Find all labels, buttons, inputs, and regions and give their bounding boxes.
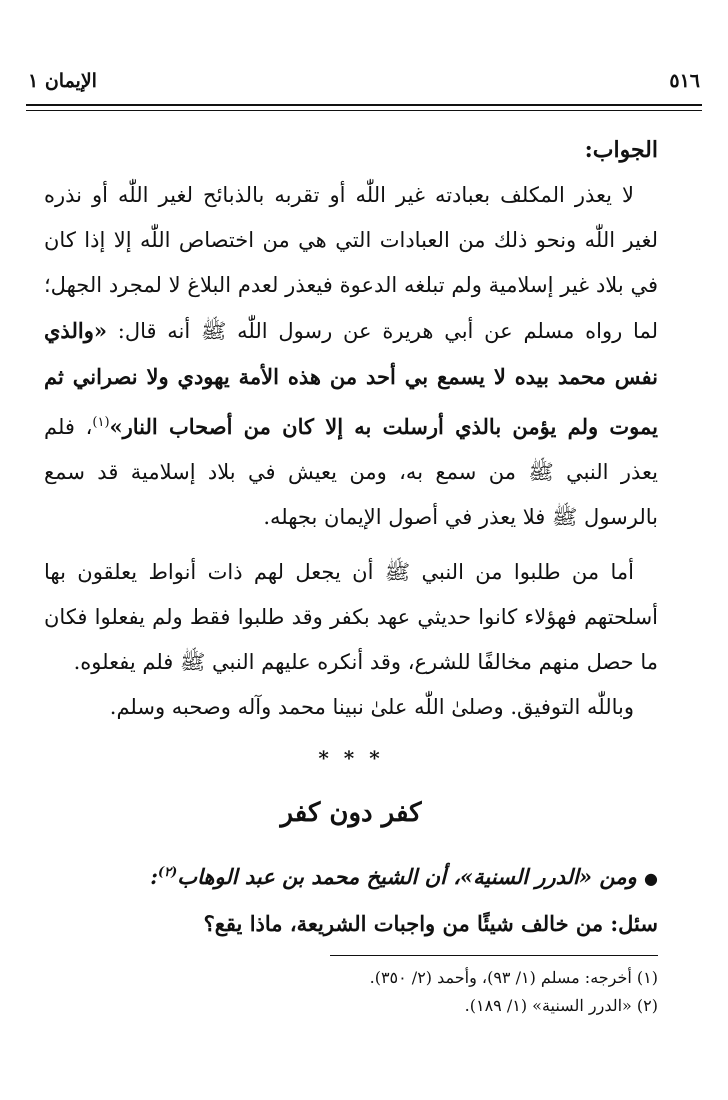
closing-line: وباللّٰه التوفيق. وصلىٰ اللّٰه علىٰ نبينا محمد وآله وصحبه وسلم. — [109, 695, 634, 719]
hadith-quote: «والذي نفس محمد بيده لا يسمع بي أحد من هذه الأمة يهودي ولا نصراني ثم يموت ولم يؤمن بالذي أرسلت به إلا كان من أصحاب النار» — [44, 318, 658, 439]
spacer — [44, 540, 658, 550]
section-separator: * * * — [318, 746, 384, 770]
bullet-icon: ● — [644, 869, 658, 888]
page-body — [44, 124, 658, 946]
paragraph-1-text: لا يعذر المكلف بعبادته غير اللّٰه أو تقربه بالذبائح لغير اللّٰه أو نذره لغير اللّٰه ونحو ذلك من العبادات التي هي من اختصاص اللّٰه إلا إذا كان في بلاد غير إسلامية ولم تبلغه الدعوة فيعذر لعدم البلاغ لا لمجرد الجهل؛ لما رواه مسلم عن أبي هريرة عن رسول اللّٰه ﷺ أنه قال: — [44, 183, 658, 343]
running-title: الإيمان ١ — [28, 70, 97, 92]
section-title: كفر دون كفر — [280, 798, 422, 828]
footnote-2: (٢) «الدرر السنية» (١/ ١٨٩). — [464, 996, 658, 1015]
question-line: سئل: من خالف شيئًا من واجبات الشريعة، ماذا يقع؟ — [203, 911, 658, 936]
header-rule-thin — [26, 110, 702, 111]
footnote-ref-1[interactable]: (١) — [92, 415, 110, 430]
footnote-ref-2[interactable]: (٢) — [157, 865, 178, 880]
page-number: ٥١٦ — [669, 70, 700, 92]
page-header — [28, 64, 700, 98]
paragraph-1-continuation: ، فلم يعذر النبي ﷺ من سمع به، ومن يعيش في بلاد إسلامية قد سمع بالرسول ﷺ فلا يعذر في أصول الإيمان بجهله. — [44, 415, 658, 529]
answer-heading: الجواب: — [584, 137, 658, 163]
footnotes — [44, 964, 658, 1020]
footnote-1: (١) أخرجه: مسلم (١/ ٩٣)، وأحمد (٢/ ٣٥٠). — [369, 968, 658, 987]
source-line — [44, 850, 658, 901]
paragraph-1 — [44, 173, 658, 540]
source-colon: : — [150, 864, 158, 889]
header-rule-thick — [26, 104, 702, 106]
paragraph-2: أما من طلبوا من النبي ﷺ أن يجعل لهم ذات أنواط يعلقون بها أسلحتهم فهؤلاء كانوا حديثي عهد بكفر وقد طلبوا فقط ولم يفعلوا فكان ما حصل منهم مخالفًا للشرع، وقد أنكره عليهم النبي ﷺ فلم يفعلوه. — [44, 560, 658, 674]
source-text: ومن «الدرر السنية»، أن الشيخ محمد بن عبد الوهاب — [177, 864, 637, 889]
footnote-rule — [330, 955, 658, 956]
